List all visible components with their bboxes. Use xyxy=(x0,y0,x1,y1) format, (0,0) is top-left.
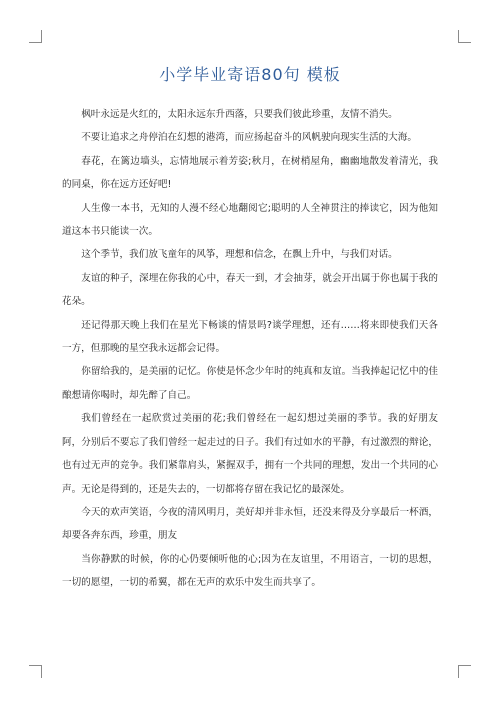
crop-mark-top-left xyxy=(29,30,42,43)
crop-mark-top-right xyxy=(458,30,471,43)
paragraph: 还记得那天晚上我们在星光下畅谈的情景吗?谈学理想，还有……将来即使我们天各一方，但那晚的星空我永远都会记得。 xyxy=(62,319,438,355)
document-body xyxy=(62,103,438,595)
crop-mark-bottom-left xyxy=(29,665,42,678)
paragraph: 今天的欢声笑语，今夜的清风明月，美好却并非永恒，还没来得及分享最后一杯酒，却要各奔东西，珍重，朋友 xyxy=(62,506,438,542)
document-title: 小学毕业寄语80句 模板 xyxy=(159,65,341,84)
crop-mark-bottom-right xyxy=(458,665,471,678)
paragraph: 我们曾经在一起欣赏过美丽的花;我们曾经在一起幻想过美丽的季节。我的好朋友阿，分别后不要忘了我们曾经一起走过的日子。我们有过如水的平静，有过激烈的辩论，也有过无声的竞争。我们紧靠肩头，紧握双手，拥有一个共同的理想，发出一个共同的心声。无论是得到的，还是失去的，一切都将存留在我记忆的最深处。 xyxy=(62,413,438,495)
paragraph: 枫叶永远是火红的，太阳永远东升西落，只要我们彼此珍重，友情不消失。 xyxy=(81,109,398,120)
paragraph: 春花，在篱边墙头，忘情地展示着芳姿;秋月，在树梢屋角，幽幽地散发着清光，我的同桌，你在远方还好吧! xyxy=(62,155,438,191)
paragraph: 这个季节，我们放飞童年的风筝，理想和信念，在飘上升中，与我们对话。 xyxy=(81,249,398,261)
paragraph: 人生像一本书，无知的人漫不经心地翻阅它;聪明的人全神贯注的捧读它，因为他知道这本书只能读一次。 xyxy=(62,202,438,238)
paragraph: 不要让追求之舟停泊在幻想的港湾，而应扬起奋斗的风帆驶向现实生活的大海。 xyxy=(81,132,417,144)
paragraph: 友谊的种子，深埋在你我的心中，春天一到，才会抽芽，就会开出属于你也属于我的花朵。 xyxy=(62,272,438,308)
paragraph: 你留给我的，是美丽的记忆。你使是怀念少年时的纯真和友谊。当我捧起记忆中的佳酿想请你喝时，却先醉了自己。 xyxy=(62,366,438,401)
paragraph: 当你静默的时候，你的心仍要倾听他的心;因为在友谊里，不用语言，一切的思想，一切的愿望，一切的希翼，都在无声的欢乐中发生而共享了。 xyxy=(62,553,438,589)
